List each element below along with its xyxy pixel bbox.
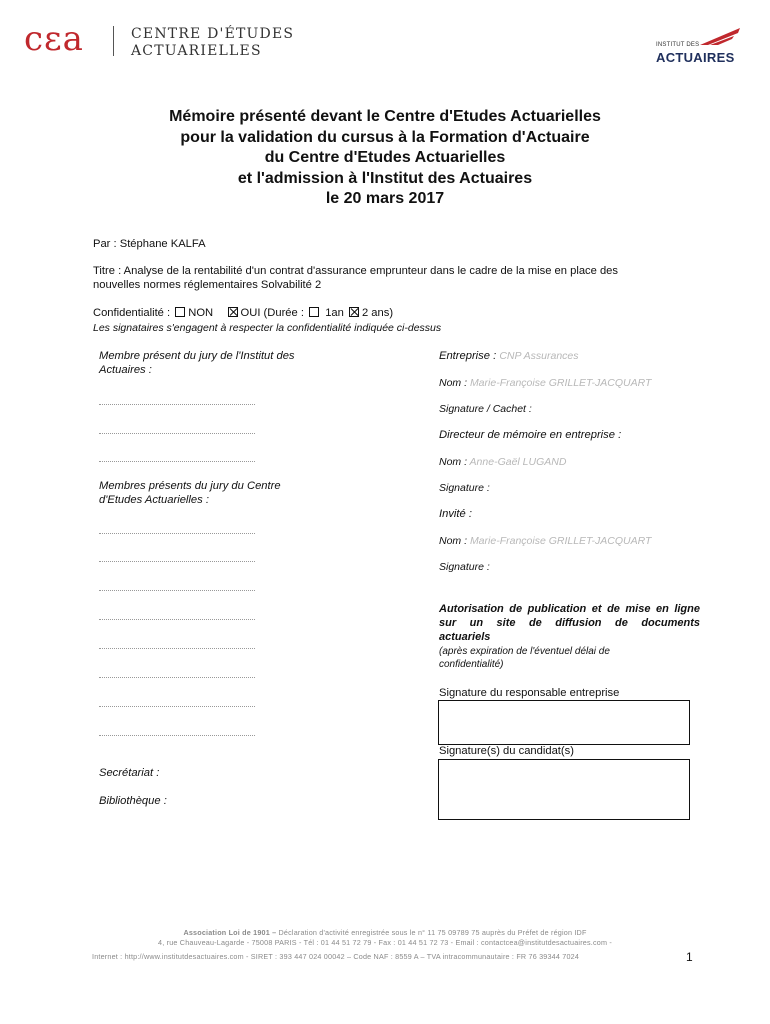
signature-line[interactable] [99, 677, 255, 678]
ia-jury-line1: Membre présent du jury de l'Institut des [99, 350, 295, 362]
nom1-row [439, 376, 651, 390]
signature-box-entreprise[interactable] [438, 700, 690, 745]
autorisation-line1: Autorisation de publication et de mise en ligne [439, 603, 700, 615]
title-line-5: le 20 mars 2017 [325, 190, 445, 207]
sig-entreprise-label: Signature du responsable entreprise [439, 687, 620, 699]
nom3-row [439, 534, 651, 548]
author: Par : Stéphane KALFA [93, 238, 206, 250]
entreprise-row [439, 349, 579, 363]
cea-jury-line2: d'Etudes Actuarielles : [99, 494, 209, 506]
autorisation-heading [439, 602, 700, 644]
option-oui: OUI (Durée : [240, 307, 304, 319]
signature-line[interactable] [99, 619, 255, 620]
option-2ans: 2 ans) [361, 307, 394, 319]
subject-line-1: Titre : Analyse de la rentabilité d'un contrat d'assurance emprunteur dans le cadre de la mise en place des [93, 265, 618, 277]
page-number: 1 [686, 950, 693, 964]
signature-line[interactable] [99, 735, 255, 736]
signature-line[interactable] [99, 561, 255, 562]
invite-label: Invité : [439, 508, 472, 520]
sig-candidat-label: Signature(s) du candidat(s) [439, 745, 574, 757]
autorisation-note [439, 645, 610, 671]
checkbox-non[interactable] [175, 307, 185, 317]
nom3-value: Marie-Françoise GRILLET-JACQUART [469, 535, 652, 547]
signature-line[interactable] [99, 433, 255, 434]
checkbox-2ans[interactable] [349, 307, 359, 317]
cea-name-line1: CENTRE D'ÉTUDES [131, 26, 295, 42]
footer-line-1 [80, 928, 690, 939]
ia-jury-label [99, 349, 295, 377]
confidentiality-label: Confidentialité : [93, 307, 171, 319]
signature-line[interactable] [99, 404, 255, 405]
nom1-value: Marie-Françoise GRILLET-JACQUART [469, 377, 652, 389]
entreprise-value: CNP Assurances [499, 350, 579, 362]
nom2-row [439, 455, 566, 469]
footer-line-3: Internet : http://www.institutdesactuaires.com - SIRET : 393 447 024 00042 – Code NAF : 8559 A – TVA intracommunautaire : FR 76 39344 7024 [92, 952, 580, 961]
logo-divider [113, 26, 114, 56]
nom2-label: Nom : [439, 456, 468, 468]
signature-line[interactable] [99, 461, 255, 462]
memoir-subject [93, 264, 693, 292]
signature-line[interactable] [99, 648, 255, 649]
signature-box-candidat[interactable] [438, 759, 690, 820]
signature3-label: Signature : [439, 561, 490, 573]
document-title [80, 107, 690, 210]
nom2-value: Anne-Gaël LUGAND [469, 456, 567, 468]
ia-logo-big-text: ACTUAIRES [656, 50, 735, 65]
nom1-label: Nom : [439, 377, 468, 389]
title-line-1: Mémoire présenté devant le Centre d'Etudes Actuarielles [169, 108, 601, 125]
signature2-label: Signature : [439, 482, 490, 494]
confidentiality-row [93, 306, 393, 320]
autorisation-note-line2: confidentialité) [439, 659, 504, 670]
option-non: NON [188, 307, 214, 319]
footer-association: Association Loi de 1901 – [183, 928, 277, 937]
checkbox-oui[interactable] [228, 307, 238, 317]
footer-line-2: 4, rue Chauveau-Lagarde - 75008 PARIS - Tél : 01 44 51 72 79 - Fax : 01 44 51 72 73 - Email : contactcea@institutdesactuaires.com - [158, 938, 612, 947]
secretariat-label: Secrétariat : [99, 767, 160, 779]
subject-line-2: nouvelles normes réglementaires Solvabilité 2 [93, 279, 322, 291]
signature-line[interactable] [99, 533, 255, 534]
autorisation-line2: sur un site de diffusion de documents [439, 617, 700, 629]
cea-jury-label [99, 479, 281, 507]
title-line-2: pour la validation du cursus à la Formation d'Actuaire [180, 128, 590, 146]
title-line-4: et l'admission à l'Institut des Actuaires [237, 169, 533, 187]
autorisation-note-line1: (après expiration de l'éventuel délai de [439, 646, 610, 657]
cea-name [131, 26, 294, 60]
entreprise-label: Entreprise : [439, 350, 497, 362]
ia-logo-small-text: INSTITUT DES [656, 42, 700, 48]
cea-logo: cεa [24, 19, 84, 59]
signature-cachet-label: Signature / Cachet : [439, 403, 532, 415]
checkbox-1an[interactable] [309, 307, 319, 317]
confidentiality-note: Les signataires s'engagent à respecter la confidentialité indiquée ci-dessus [93, 322, 442, 334]
option-1an: 1an [325, 307, 344, 319]
bibliotheque-label: Bibliothèque : [99, 795, 167, 807]
cea-name-line2: ACTUARIELLES [131, 43, 262, 59]
institut-des-actuaires-logo [650, 26, 742, 66]
autorisation-line3: actuariels [439, 631, 491, 643]
nom3-label: Nom : [439, 535, 468, 547]
signature-line[interactable] [99, 706, 255, 707]
directeur-label: Directeur de mémoire en entreprise : [439, 429, 622, 441]
footer-declaration: Déclaration d'activité enregistrée sous le n° 11 75 09789 75 auprès du Préfet de région IDF [276, 928, 587, 937]
signature-line[interactable] [99, 590, 255, 591]
cea-jury-line1: Membres présents du jury du Centre [99, 480, 281, 492]
title-line-3: du Centre d'Etudes Actuarielles [264, 149, 506, 166]
ia-jury-line2: Actuaires : [99, 364, 152, 376]
